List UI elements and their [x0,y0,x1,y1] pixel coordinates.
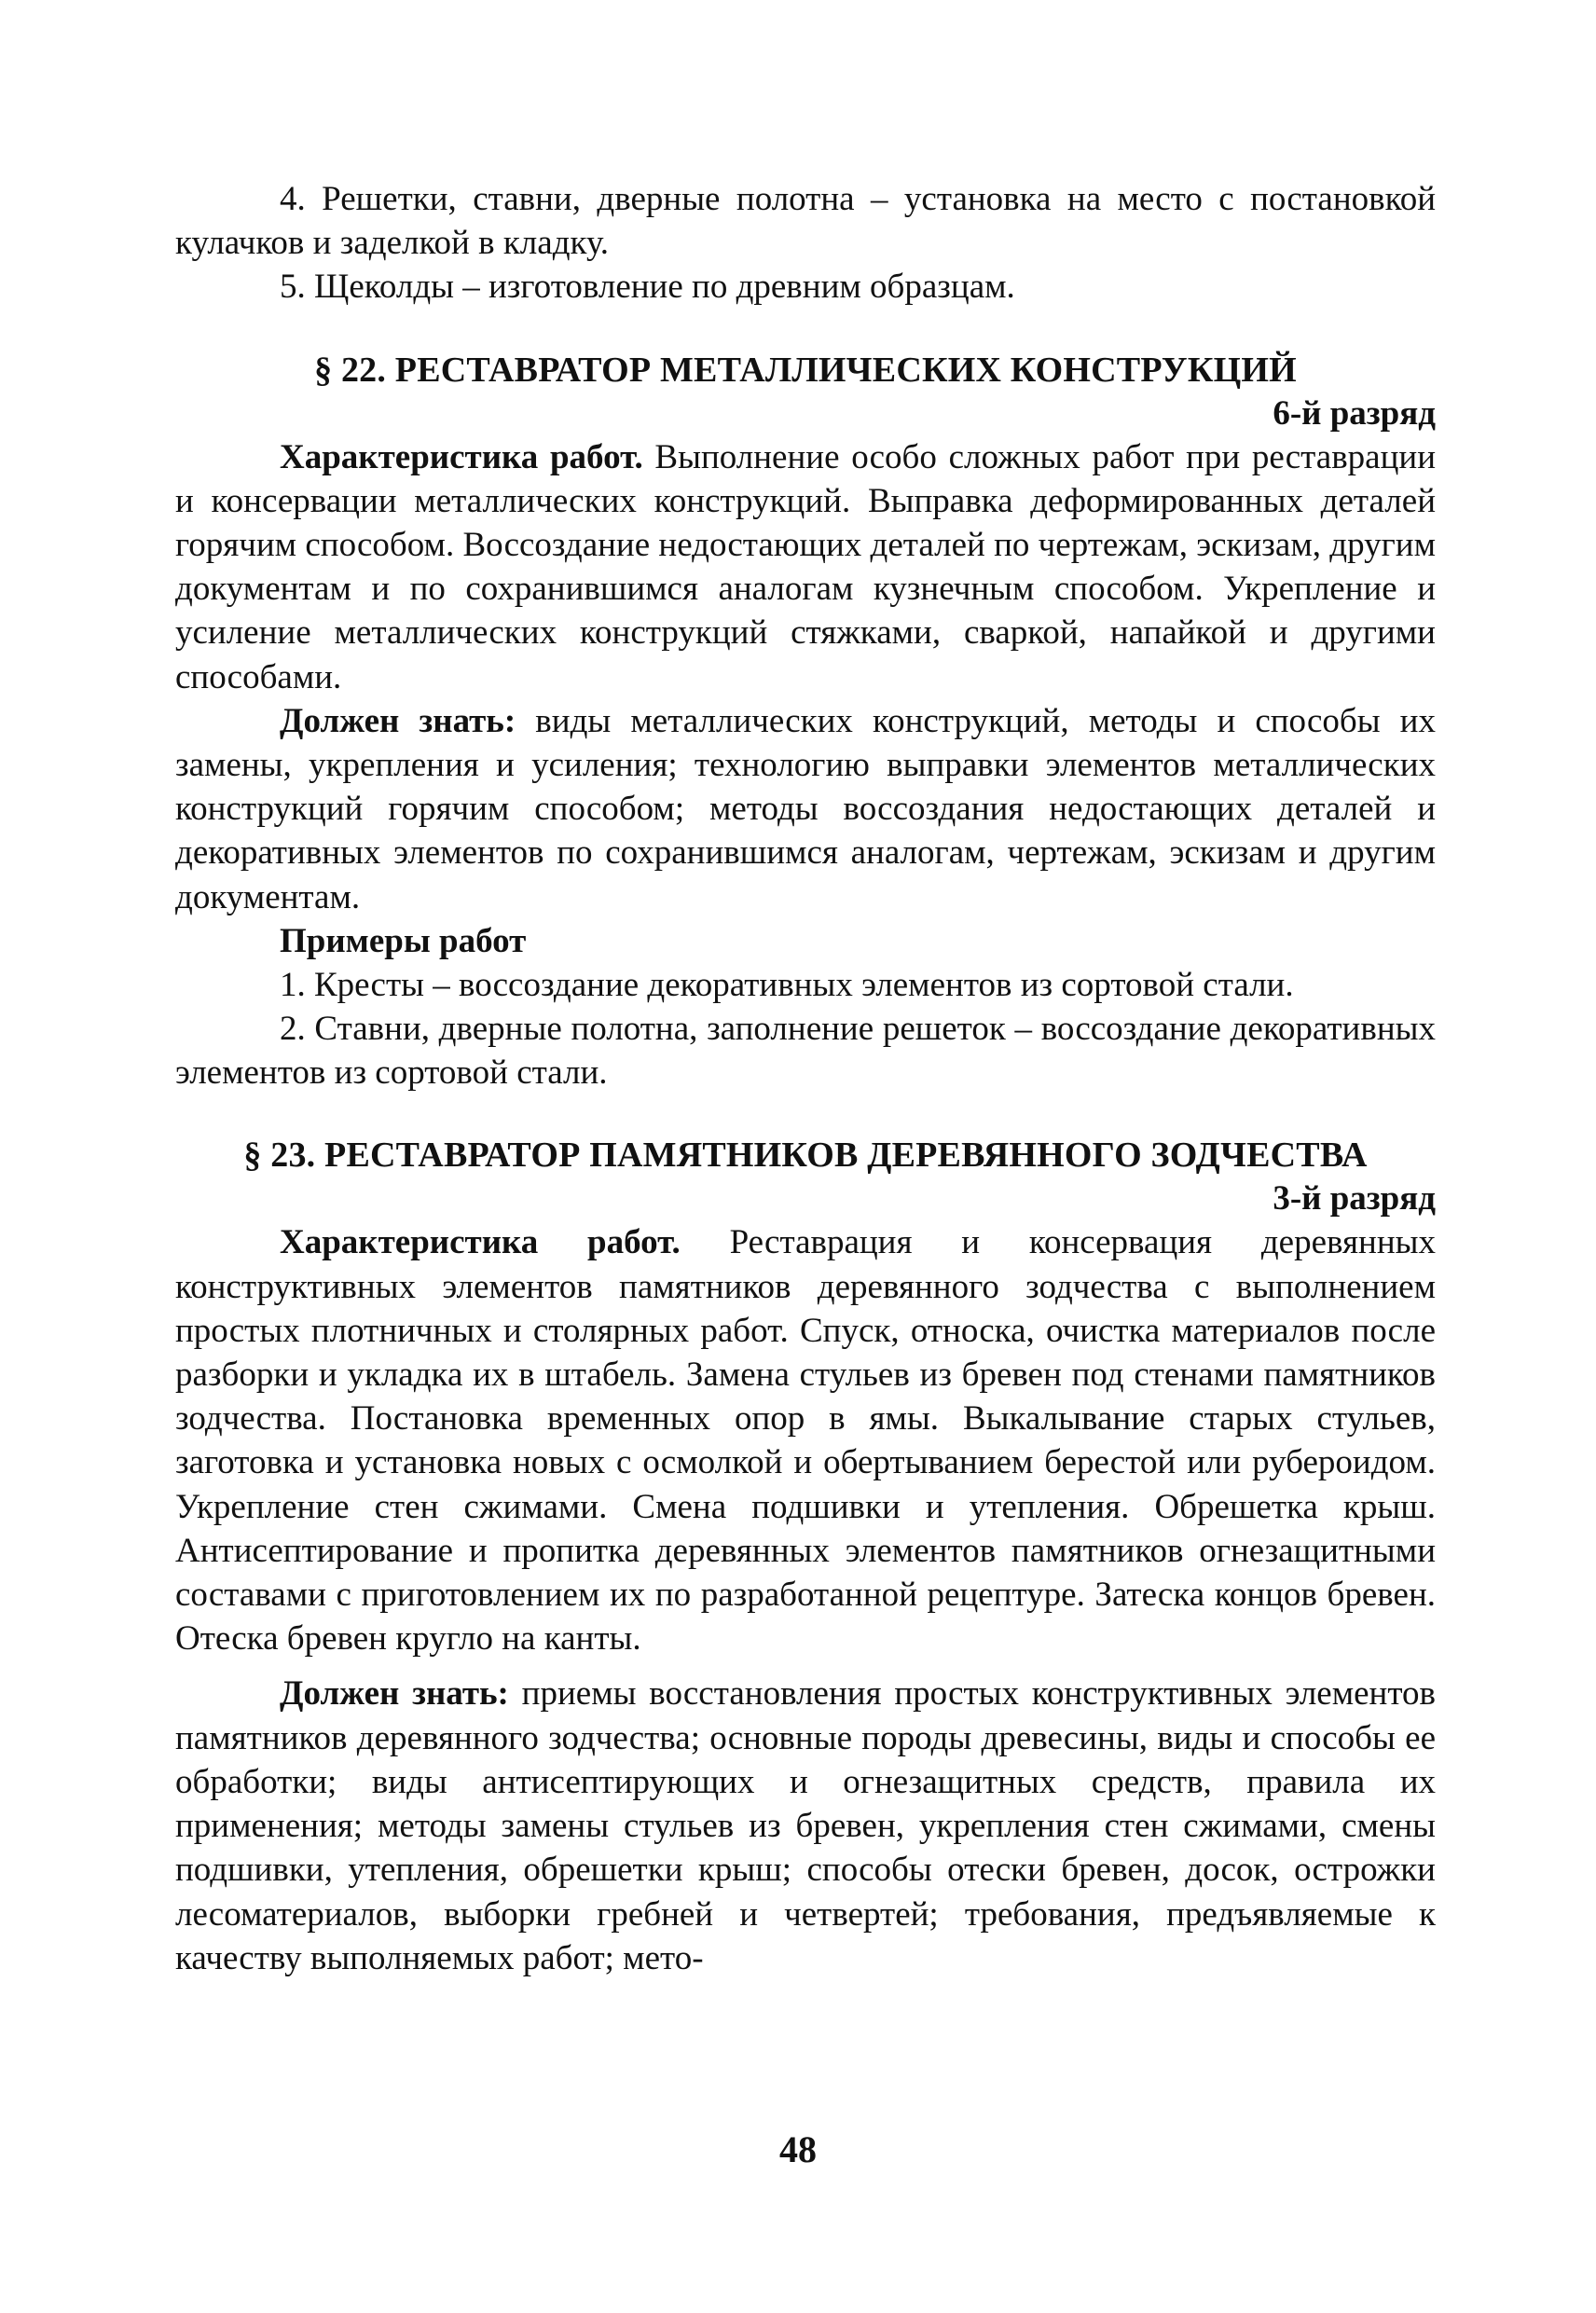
section-23-grade: 3-й разряд [1273,1179,1436,1218]
section-22-must-know [175,699,1436,919]
must-know-label: Должен знать: [280,1674,509,1714]
section-23-must-know [175,1672,1436,1979]
must-know-label: Должен знать: [280,701,516,740]
characteristics-label: Характеристика работ. [280,437,643,476]
must-know-text: приемы восстановления простых конструктивных элементов памятников деревянного зодчества; основные породы древесины, виды и способы ее обработки; виды антисептирующих и огнезащитных средств, правила их применения; методы замены стульев из бревен, укрепления стен сжимами, смены подшивки, утепления, обрешетки крыш; способы отески бревен, досок, острожки лесоматериалов, выборки гребней и четвертей; требования, предъявляемые к качеству выполняемых работ; мето- [175,1674,1437,1977]
characteristics-text: Реставрация и консервация деревянных конструктивных элементов памятников деревянного зодчества с выполнением простых плотничных и столярных работ. Спуск, относка, очистка материалов после разборки и укладка их в штабель. Замена стульев из бревен под стенами памятников зодчества. Постановка временных опор в ямы. Выкалывание старых стульев, заготовка и установка новых с осмолкой и обертыванием берестой или рубероидом. Укрепление стен сжимами. Смена подшивки и утепления. Обрешетка крыш. Антисептирование и пропитка деревянных элементов памятников огнезащитными составами с приготовлением их по разработанной рецептуре. Затеска концов бревен. Отеска бревен кругло на канты. [175,1223,1436,1659]
example-item-2: 2. Ставни, дверные полотна, заполнение решеток – воссоздание декоративных элементов из сортовой стали. [175,1010,1436,1093]
section-22-title: § 22. РЕСТАВРАТОР МЕТАЛЛИЧЕСКИХ КОНСТРУКЦИЙ [314,350,1297,390]
section-22-characteristics [175,435,1436,699]
characteristics-label: Характеристика работ. [280,1223,681,1262]
page-number: 48 [779,2128,817,2170]
list-item-5: 5. Щеколды – изготовление по древним образцам. [280,268,1015,307]
example-item-1: 1. Кресты – воссоздание декоративных элементов из сортовой стали. [280,965,1294,1004]
section-23-title: § 23. РЕСТАВРАТОР ПАМЯТНИКОВ ДЕРЕВЯННОГО ЗОДЧЕСТВА [243,1136,1368,1176]
section-22-grade: 6-й разряд [1273,393,1436,433]
section-22-examples-title: Примеры работ [280,921,527,960]
characteristics-text: Выполнение особо сложных работ при реставрации и консервации металлических конструкций. Выправка деформированных деталей горячим способом. Воссоздание недостающих деталей по чертежам, эскизам, другим документам и по сохранившимся аналогам кузнечным способом. Укрепление и усиление металлических конструкций стяжками, сваркой, напайкой и другими способами. [175,437,1436,696]
page-content [175,177,1436,1980]
section-23-characteristics [175,1220,1436,1660]
must-know-text: виды металлических конструкций, методы и способы их замены, укрепления и усиления; технологию выправки элементов металлических конструкций горячим способом; методы воссоздания недостающих деталей и декоративных элементов по сохранившимся аналогам, чертежам, эскизам и другим документам. [175,701,1436,916]
list-item-4: 4. Решетки, ставни, дверные полотна – установка на место с постановкой кулачков и заделкой в кладку. [175,180,1436,263]
